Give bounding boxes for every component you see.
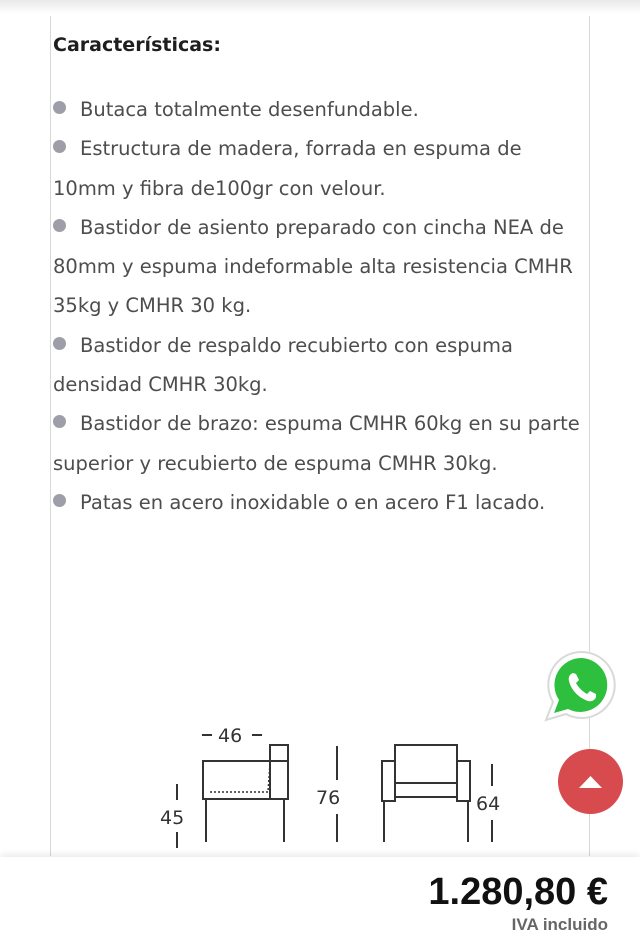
whatsapp-icon[interactable] <box>540 646 624 730</box>
chevron-up-icon <box>558 749 623 814</box>
feature-item <box>53 208 583 326</box>
side-view-chair <box>203 745 288 842</box>
seat-height-label: 45 <box>160 807 185 829</box>
scroll-top-button[interactable] <box>558 749 623 814</box>
feature-text: Bastidor de respaldo recubierto con espuma densidad CMHR 30kg. <box>53 333 513 397</box>
total-height-label: 76 <box>316 787 341 809</box>
circle-bullet-icon <box>53 337 66 350</box>
width-label: 46 <box>218 725 243 747</box>
front-view-chair <box>382 745 470 842</box>
product-price: 1.280,80 € <box>428 871 608 913</box>
feature-item <box>53 129 583 208</box>
feature-item <box>53 404 583 483</box>
top-shadow <box>0 0 640 14</box>
arm-height-label: 64 <box>476 793 501 815</box>
feature-item <box>53 326 583 405</box>
feature-text: Bastidor de brazo: espuma CMHR 60kg en su parte superior y recubierto de espuma CMHR 30kg. <box>53 412 580 475</box>
feature-text: Patas en acero inoxidable o en acero F1 lacado. <box>80 490 546 514</box>
circle-bullet-icon <box>53 219 66 232</box>
features-heading: Características: <box>53 34 221 56</box>
features-list <box>53 90 583 522</box>
feature-text: Estructura de madera, forrada en espuma de 10mm y fibra de100gr con velour. <box>53 137 522 200</box>
feature-text: Butaca totalmente desenfundable. <box>80 98 419 121</box>
circle-bullet-icon <box>53 494 66 507</box>
tax-note: IVA incluido <box>511 915 608 934</box>
armchair-dimension-diagram <box>150 724 510 859</box>
price-bar <box>0 857 640 948</box>
circle-bullet-icon <box>53 140 66 153</box>
circle-bullet-icon <box>53 415 66 428</box>
circle-bullet-icon <box>53 101 66 114</box>
feature-item <box>53 483 583 522</box>
feature-item <box>53 90 583 129</box>
feature-text: Bastidor de asiento preparado con cincha NEA de 80mm y espuma indeformable alta resistencia CMHR 35kg y CMHR 30 kg. <box>53 215 573 318</box>
